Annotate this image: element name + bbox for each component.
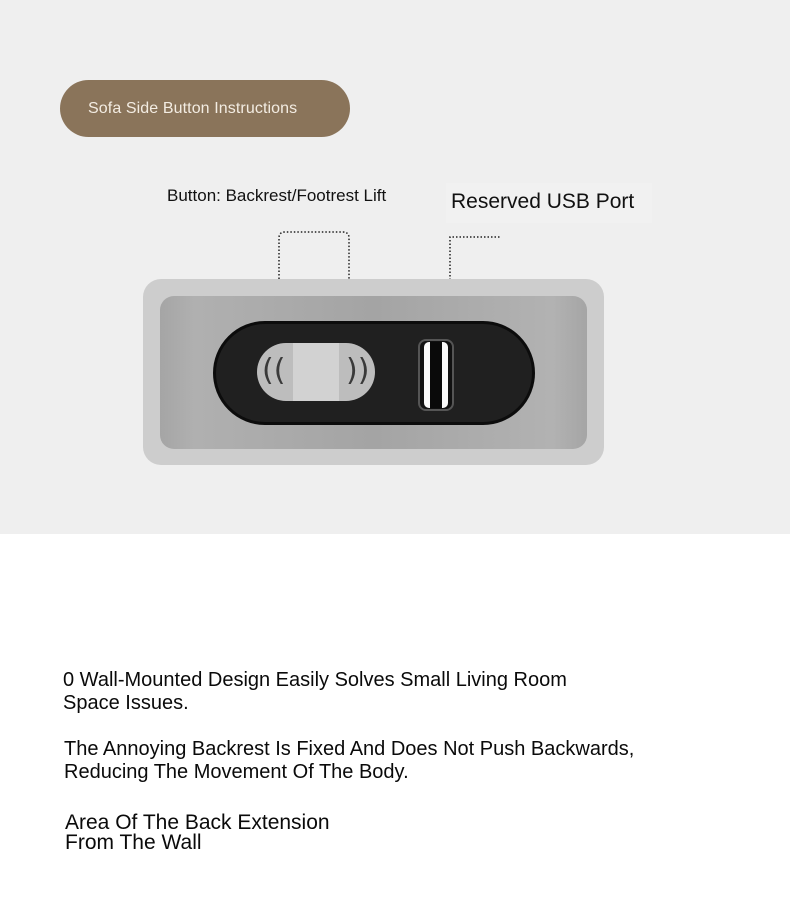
- button-function-label: Button: Backrest/Footrest Lift: [167, 186, 387, 205]
- feature-back-extension: Area Of The Back Extension From The Wall: [65, 811, 330, 854]
- vibration-left-icon: ((: [262, 353, 286, 388]
- feature-fixed-backrest: The Annoying Backrest Is Fixed And Does Not Push Backwards, Reducing The Movement Of The Body.: [64, 738, 635, 783]
- feature-wall-mounted: 0 Wall-Mounted Design Easily Solves Small Living Room Space Issues.: [63, 669, 567, 714]
- vibration-right-icon: )): [346, 353, 370, 388]
- rocker-switch-center: [293, 343, 339, 401]
- usb-port-tongue: [430, 342, 442, 408]
- section-title-pill: Sofa Side Button Instructions: [60, 80, 350, 137]
- usb-port-label: Reserved USB Port: [446, 183, 652, 223]
